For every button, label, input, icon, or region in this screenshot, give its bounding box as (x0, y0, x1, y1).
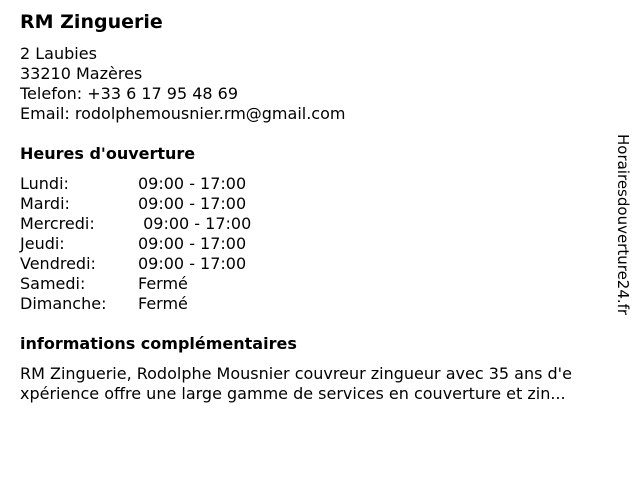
time-value: Fermé (138, 294, 188, 313)
day-label: Lundi: (20, 174, 69, 193)
time-value: Fermé (138, 274, 188, 293)
day-label: Vendredi: (20, 254, 96, 273)
description-line: RM Zinguerie, Rodolphe Mousnier couvreur zingueur avec 35 ans d'e (20, 364, 572, 383)
address-city: 33210 Mazères (20, 64, 143, 83)
business-name: RM Zinguerie (20, 11, 163, 33)
time-value: 09:00 - 17:00 (138, 194, 247, 213)
time-value: 09:00 - 17:00 (138, 254, 247, 273)
contact-block (20, 44, 345, 124)
phone-number[interactable]: Telefon: +33 6 17 95 48 69 (20, 84, 239, 103)
watermark (612, 134, 634, 344)
additional-info-heading: informations complémentaires (20, 334, 297, 353)
time-value: 09:00 - 17:00 (138, 174, 247, 193)
time-value: 09:00 - 17:00 (138, 234, 247, 253)
opening-hours-heading: Heures d'ouverture (20, 144, 196, 163)
day-label: Dimanche: (20, 294, 107, 313)
day-label: Samedi: (20, 274, 86, 293)
business-description (20, 364, 625, 404)
day-label: Mercredi: (20, 214, 95, 233)
time-value: 09:00 - 17:00 (138, 214, 252, 233)
day-label: Jeudi: (20, 234, 65, 253)
address-street: 2 Laubies (20, 44, 97, 63)
day-label: Mardi: (20, 194, 70, 213)
description-line: xpérience offre une large gamme de services en couverture et zin... (20, 384, 566, 403)
email-address[interactable]: Email: rodolphemousnier.rm@gmail.com (20, 104, 346, 123)
watermark-text: Horairesdouverture24.fr (614, 134, 632, 316)
